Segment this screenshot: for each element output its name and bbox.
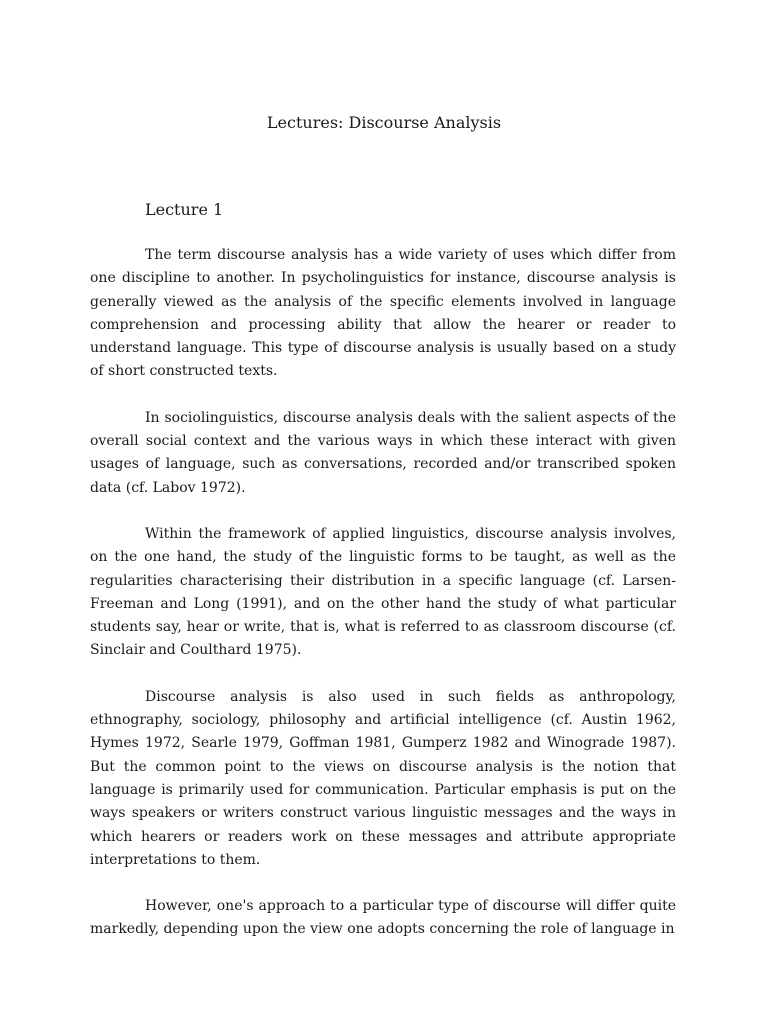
document-title: Lectures: Discourse Analysis	[266, 113, 502, 132]
paragraph: Discourse analysis is also used in such fields as anthropology, ethnography, sociology, philosophy and artificial intelligence (cf. Austin 1962, Hymes 1972, Searle 1979, Goffman 1981, Gumperz 1982 and Winograde 1987). But the common point to the views on discourse analysis is the notion that language is primarily used for communication. Particular emphasis is put on the ways speakers or writers construct various linguistic messages and the ways in which hearers or readers work on these messages and attribute appropriate interpretations to them.	[90, 688, 676, 868]
paragraph: In sociolinguistics, discourse analysis deals with the salient aspects of the overall social context and the various ways in which these interact with given usages of language, such as conversations, recorded and/or transcribed spoken data (cf. Labov 1972).	[90, 409, 676, 496]
paragraph: Within the framework of applied linguistics, discourse analysis involves, on the one hand, the study of the linguistic forms to be taught, as well as the regularities characterising their distribution in a specific language (cf. Larsen-Freeman and Long (1991), and on the other hand the study of what particular students say, hear or write, that is, what is referred to as classroom discourse (cf. Sinclair and Coulthard 1975).	[90, 525, 676, 659]
body-text	[90, 244, 676, 965]
section-heading: Lecture 1	[145, 200, 224, 219]
paragraph: However, one's approach to a particular type of discourse will differ quite markedly, depending upon the view one adopts concerning the role of language in	[90, 898, 676, 938]
paragraph: The term discourse analysis has a wide variety of uses which differ from one discipline to another. In psycholinguistics for instance, discourse analysis is generally viewed as the analysis of the specific elements involved in language comprehension and processing ability that allow the hearer or reader to understand language. This type of discourse analysis is usually based on a study of short constructed texts.	[90, 247, 676, 380]
